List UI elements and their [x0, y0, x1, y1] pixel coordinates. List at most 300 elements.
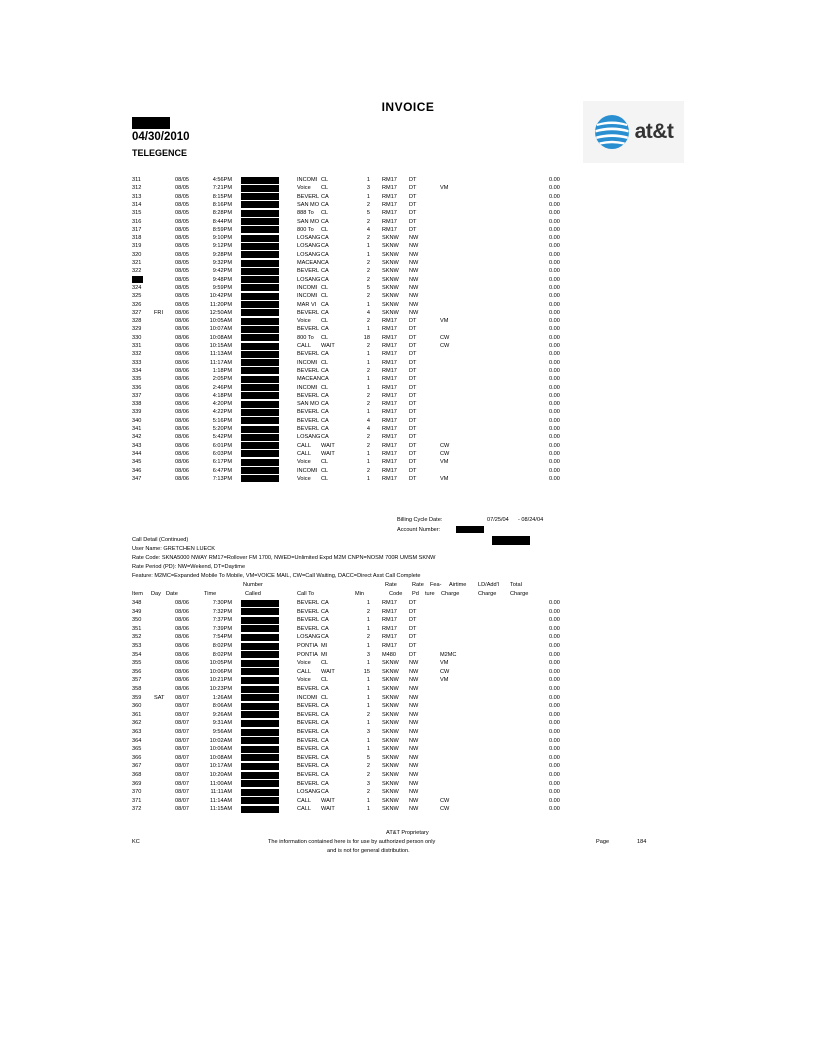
date-cell: 08/06	[175, 686, 189, 692]
item-cell: 341	[132, 426, 142, 432]
item-cell: 325	[132, 293, 142, 300]
state-cell: CL	[321, 284, 329, 291]
date-cell: 08/06	[175, 384, 189, 391]
redacted-number-called	[241, 235, 279, 242]
item-cell: 360	[132, 703, 142, 710]
time-cell: 2:05PM	[212, 376, 232, 383]
total-cell: 0.00	[549, 797, 560, 804]
date-cell: 08/06	[175, 475, 189, 482]
item-cell: 333	[132, 359, 142, 366]
state-cell: CA	[321, 326, 329, 333]
total-cell: 0.00	[549, 617, 560, 624]
table-row	[0, 737, 816, 745]
rate-code-cell: RM17	[382, 185, 397, 192]
total-cell: 0.00	[549, 409, 560, 416]
minutes-cell: 1	[366, 459, 370, 466]
state-cell: CL	[321, 359, 329, 366]
minutes-cell: 18	[363, 334, 370, 341]
total-cell: 0.00	[549, 177, 560, 183]
feature-cell: VM	[440, 318, 449, 325]
item-cell: 355	[132, 660, 142, 667]
rate-code-cell: RM17	[382, 359, 397, 366]
rate-code-cell: RM17	[382, 475, 397, 482]
table-row	[0, 317, 816, 325]
total-cell: 0.00	[549, 210, 560, 217]
call-to-cell: BEVERL	[297, 426, 320, 432]
redacted-number-called	[241, 789, 279, 796]
item-cell: 320	[132, 251, 142, 258]
date-cell: 08/06	[175, 334, 189, 341]
rate-code-cell: SKNW	[382, 260, 399, 266]
call-to-cell: LOSANG	[297, 634, 321, 641]
rate-period-cell: DT	[409, 218, 417, 225]
redacted-item	[132, 276, 143, 284]
date-cell: 08/06	[175, 376, 189, 383]
total-cell: 0.00	[549, 643, 560, 649]
total-cell: 0.00	[549, 459, 560, 466]
call-to-cell: BEVERL	[297, 193, 320, 200]
redacted-number-called	[241, 417, 279, 424]
total-cell: 0.00	[549, 450, 560, 457]
time-cell: 4:22PM	[212, 409, 232, 416]
total-cell: 0.00	[549, 772, 560, 778]
time-cell: 7:30PM	[212, 600, 232, 606]
rate-period-cell: DT	[409, 467, 417, 474]
minutes-cell: 2	[366, 401, 370, 408]
redacted-number-called	[241, 772, 279, 779]
call-to-cell: Voice	[297, 185, 311, 192]
minutes-cell: 2	[366, 772, 370, 778]
col-airtime-charge: Charge	[441, 591, 460, 597]
minutes-cell: 1	[366, 806, 370, 813]
redacted-number-called	[241, 737, 279, 744]
col-total-charge: Charge	[510, 591, 529, 597]
item-cell: 349	[132, 608, 142, 615]
rate-period-cell: DT	[409, 651, 417, 658]
total-cell: 0.00	[549, 193, 560, 200]
total-cell: 0.00	[549, 789, 560, 796]
time-cell: 11:20PM	[210, 301, 232, 308]
date-cell: 08/05	[175, 260, 189, 266]
redacted-number-called	[241, 780, 279, 787]
minutes-cell: 2	[366, 318, 370, 325]
table-row	[0, 642, 816, 650]
rate-period-cell: DT	[409, 376, 417, 383]
rate-code-cell: RM17	[382, 625, 397, 632]
rate-code-cell: RM17	[382, 608, 397, 615]
rate-period-cell: DT	[409, 442, 417, 449]
col-code: Code	[389, 591, 403, 597]
time-cell: 9:28PM	[212, 251, 232, 258]
minutes-cell: 3	[366, 651, 370, 658]
minutes-cell: 5	[366, 210, 370, 217]
minutes-cell: 1	[366, 617, 370, 624]
redacted-number-called	[241, 334, 279, 341]
call-to-cell: PONTIA	[297, 651, 318, 658]
table-row	[0, 659, 816, 667]
billing-cycle-label: Billing Cycle Date:	[397, 517, 443, 523]
time-cell: 11:13AM	[210, 351, 232, 358]
date-cell: 08/06	[175, 401, 189, 408]
time-cell: 10:15AM	[209, 343, 232, 349]
rate-period-cell: DT	[409, 193, 417, 200]
time-cell: 10:02AM	[209, 737, 232, 744]
redacted-number-called	[241, 608, 279, 615]
rate-period-cell: DT	[409, 417, 417, 424]
call-to-cell: MACEAN	[297, 376, 321, 383]
footer-page-label: Page	[596, 839, 610, 845]
feature-cell: CW	[440, 334, 450, 341]
redacted-number-called	[241, 450, 279, 457]
table-row	[0, 384, 816, 392]
redacted-number-called	[241, 617, 279, 624]
table-row	[0, 475, 816, 483]
minutes-cell: 3	[366, 780, 370, 787]
date-cell: 08/06	[175, 625, 189, 632]
rate-code-cell: SKNW	[382, 754, 399, 761]
time-cell: 8:02PM	[212, 643, 232, 649]
table-row	[0, 259, 816, 267]
redacted-number-called	[241, 426, 279, 433]
feature-cell: CW	[440, 343, 450, 349]
call-to-cell: BEVERL	[297, 754, 320, 761]
table-row	[0, 201, 816, 209]
call-to-cell: INCOMI	[297, 384, 318, 391]
state-cell: CA	[321, 243, 329, 250]
redacted-number-called	[241, 459, 279, 466]
date-cell: 08/05	[175, 301, 189, 308]
total-cell: 0.00	[549, 651, 560, 658]
item-cell: 356	[132, 668, 142, 675]
state-cell: CA	[321, 625, 329, 632]
state-cell: CL	[321, 226, 329, 233]
state-cell: CL	[321, 177, 329, 183]
call-to-cell: 800 To	[297, 334, 314, 341]
table-row	[0, 325, 816, 333]
redacted-number-called	[241, 651, 279, 658]
minutes-cell: 15	[363, 668, 370, 675]
item-cell: 344	[132, 450, 142, 457]
redacted-block	[492, 536, 530, 545]
item-cell: 312	[132, 185, 142, 192]
date-cell: 08/07	[175, 754, 189, 761]
date-cell: 08/05	[175, 276, 189, 283]
time-cell: 10:06PM	[209, 668, 232, 675]
time-cell: 4:20PM	[212, 401, 232, 408]
date-cell: 08/06	[175, 459, 189, 466]
minutes-cell: 1	[366, 177, 370, 183]
redacted-number-called	[241, 351, 279, 358]
item-cell: 359	[132, 694, 142, 701]
rate-code-cell: SKNW	[382, 660, 399, 667]
footer-page-number: 184	[637, 839, 647, 845]
rate-code-cell: SKNW	[382, 711, 399, 718]
time-cell: 9:56AM	[212, 729, 232, 735]
date-cell: 08/06	[175, 318, 189, 325]
date-cell: 08/07	[175, 772, 189, 778]
time-cell: 10:23PM	[209, 686, 232, 692]
time-cell: 7:21PM	[212, 185, 232, 192]
date-cell: 08/06	[175, 351, 189, 358]
rate-period-cell: NW	[409, 746, 419, 753]
call-to-cell: INCOMI	[297, 284, 318, 291]
time-cell: 10:05PM	[209, 660, 232, 667]
col-ld-charge: Charge	[478, 591, 497, 597]
item-cell: 324	[132, 284, 142, 291]
date-cell: 08/06	[175, 417, 189, 424]
item-cell: 314	[132, 201, 142, 208]
minutes-cell: 1	[366, 376, 370, 383]
rate-period-cell: NW	[409, 806, 419, 813]
table-row	[0, 668, 816, 676]
time-cell: 9:10PM	[212, 235, 232, 242]
feature-cell: M2MC	[440, 651, 457, 658]
redacted-account-number	[456, 526, 484, 533]
table-row	[0, 417, 816, 425]
rate-period-cell: DT	[409, 426, 417, 432]
call-to-cell: CALL	[297, 668, 311, 675]
state-cell: CA	[321, 426, 329, 432]
total-cell: 0.00	[549, 384, 560, 391]
col-total: Total	[510, 582, 522, 588]
table-row	[0, 218, 816, 226]
total-cell: 0.00	[549, 686, 560, 692]
time-cell: 11:15AM	[210, 806, 232, 813]
account-number-label: Account Number:	[397, 527, 441, 533]
total-cell: 0.00	[549, 600, 560, 606]
minutes-cell: 1	[366, 694, 370, 701]
col-day: Day	[151, 591, 161, 597]
rate-period-cell: NW	[409, 284, 419, 291]
item-cell: 339	[132, 409, 142, 416]
time-cell: 6:03PM	[212, 450, 232, 457]
total-cell: 0.00	[549, 754, 560, 761]
redacted-number-called	[241, 434, 279, 441]
item-cell: 367	[132, 763, 142, 770]
date-cell: 08/06	[175, 660, 189, 667]
item-cell: 332	[132, 351, 142, 358]
total-cell: 0.00	[549, 226, 560, 233]
redacted-number-called	[241, 218, 279, 225]
state-cell: CA	[321, 729, 329, 735]
table-row	[0, 267, 816, 275]
state-cell: CA	[321, 193, 329, 200]
rate-code-cell: RM17	[382, 442, 397, 449]
redacted-number-called	[241, 475, 279, 482]
table-row	[0, 226, 816, 234]
total-cell: 0.00	[549, 268, 560, 275]
footer-info-line-1: The information contained here is for use by authorized person only	[268, 839, 436, 845]
item-cell: 336	[132, 384, 142, 391]
minutes-cell: 4	[366, 417, 370, 424]
rate-code-cell: RM17	[382, 643, 397, 649]
rate-period-cell: DT	[409, 343, 417, 349]
globe-icon	[594, 114, 630, 150]
state-cell: MI	[321, 651, 328, 658]
redacted-number-called	[241, 318, 279, 325]
rate-code-cell: SKNW	[382, 284, 399, 291]
minutes-cell: 2	[366, 218, 370, 225]
redacted-number-called	[241, 201, 279, 208]
rate-period-cell: DT	[409, 608, 417, 615]
date-cell: 08/05	[175, 201, 189, 208]
rate-code-cell: SKNW	[382, 703, 399, 710]
item-cell: 326	[132, 301, 142, 308]
user-name-line: User Name: GRETCHEN LUECK	[132, 546, 215, 552]
rate-period-cell: NW	[409, 301, 419, 308]
total-cell: 0.00	[549, 343, 560, 349]
logo-wordmark: at&t	[634, 120, 674, 143]
call-to-cell: BEVERL	[297, 686, 320, 692]
item-cell: 358	[132, 686, 142, 692]
rate-code-legend: Rate Code: SKNA5000 NWAY RM17=Rollover FM 1700, NWED=Unlimited Expd M2M CNPN=NOSM 700R UMSM SKNW	[132, 555, 436, 561]
company-name: TELEGENCE	[132, 148, 188, 158]
total-cell: 0.00	[549, 351, 560, 358]
rate-code-cell: SKNW	[382, 309, 399, 316]
redacted-number-called	[241, 643, 279, 650]
call-to-cell: SAN MO	[297, 401, 320, 408]
time-cell: 8:15PM	[212, 193, 232, 200]
time-cell: 9:59PM	[212, 284, 232, 291]
rate-code-cell: RM17	[382, 343, 397, 349]
feature-cell: VM	[440, 677, 449, 684]
redacted-number-called	[241, 754, 279, 761]
table-row	[0, 433, 816, 441]
table-row	[0, 284, 816, 292]
date-cell: 08/06	[175, 392, 189, 399]
item-cell: 351	[132, 625, 142, 632]
call-to-cell: INCOMI	[297, 359, 318, 366]
time-cell: 8:16PM	[212, 201, 232, 208]
rate-period-cell: DT	[409, 177, 417, 183]
table-row	[0, 359, 816, 367]
rate-period-cell: DT	[409, 351, 417, 358]
redacted-number-called	[241, 226, 279, 233]
time-cell: 7:32PM	[212, 608, 232, 615]
table-row	[0, 467, 816, 475]
call-to-cell: PONTIA	[297, 643, 318, 649]
item-cell: 366	[132, 754, 142, 761]
feature-cell: CW	[440, 797, 450, 804]
total-cell: 0.00	[549, 608, 560, 615]
table-row	[0, 442, 816, 450]
table-row	[0, 745, 816, 753]
rate-code-cell: SKNW	[382, 720, 399, 727]
table-row	[0, 425, 816, 433]
table-row	[0, 608, 816, 616]
state-cell: CL	[321, 384, 329, 391]
redacted-number-called	[241, 376, 279, 383]
time-cell: 7:54PM	[212, 634, 232, 641]
state-cell: CA	[321, 376, 329, 383]
rate-period-cell: NW	[409, 686, 419, 692]
rate-code-cell: RM17	[382, 409, 397, 416]
call-to-cell: BEVERL	[297, 268, 320, 275]
total-cell: 0.00	[549, 218, 560, 225]
total-cell: 0.00	[549, 251, 560, 258]
minutes-cell: 1	[366, 625, 370, 632]
state-cell: CA	[321, 780, 329, 787]
table-row	[0, 625, 816, 633]
call-to-cell: INCOMI	[297, 177, 318, 183]
total-cell: 0.00	[549, 763, 560, 770]
call-to-cell: BEVERL	[297, 409, 320, 416]
date-cell: 08/05	[175, 284, 189, 291]
rate-code-cell: SKNW	[382, 235, 399, 242]
table-row	[0, 728, 816, 736]
state-cell: WAIT	[321, 797, 335, 804]
minutes-cell: 1	[366, 243, 370, 250]
state-cell: CA	[321, 276, 329, 283]
total-cell: 0.00	[549, 185, 560, 192]
state-cell: CA	[321, 218, 329, 225]
rate-code-cell: RM17	[382, 193, 397, 200]
rate-period-cell: NW	[409, 754, 419, 761]
item-cell: 338	[132, 401, 142, 408]
redacted-number-called	[241, 301, 279, 308]
redacted-number-called	[241, 720, 279, 727]
time-cell: 4:18PM	[212, 392, 232, 399]
col-date: Date	[166, 591, 178, 597]
total-cell: 0.00	[549, 243, 560, 250]
total-cell: 0.00	[549, 668, 560, 675]
table-row	[0, 309, 816, 317]
item-cell: 313	[132, 193, 142, 200]
time-cell: 6:47PM	[212, 467, 232, 474]
rate-code-cell: RM17	[382, 351, 397, 358]
redacted-number-called	[241, 409, 279, 416]
date-cell: 08/06	[175, 367, 189, 374]
item-cell: 319	[132, 243, 142, 250]
table-row	[0, 184, 816, 192]
item-cell: 334	[132, 367, 142, 374]
state-cell: CL	[321, 475, 329, 482]
rate-code-cell: SKNW	[382, 268, 399, 275]
redacted-number-called	[241, 367, 279, 374]
state-cell: CA	[321, 737, 329, 744]
time-cell: 11:14AM	[210, 797, 232, 804]
redacted-number-called	[241, 625, 279, 632]
col-item: Item	[132, 591, 143, 597]
rate-code-cell: RM17	[382, 434, 397, 441]
redacted-number-called	[241, 763, 279, 770]
rate-code-cell: RM17	[382, 177, 397, 183]
state-cell: CA	[321, 763, 329, 770]
redacted-number-called	[241, 600, 279, 607]
minutes-cell: 1	[366, 326, 370, 333]
time-cell: 12:50AM	[209, 309, 232, 316]
redacted-number-called	[241, 401, 279, 408]
minutes-cell: 1	[366, 359, 370, 366]
rate-code-cell: SKNW	[382, 746, 399, 753]
rate-code-cell: RM17	[382, 210, 397, 217]
call-to-cell: SAN MO	[297, 201, 320, 208]
call-to-cell: BEVERL	[297, 392, 320, 399]
state-cell: CA	[321, 260, 329, 266]
total-cell: 0.00	[549, 780, 560, 787]
minutes-cell: 1	[366, 720, 370, 727]
total-cell: 0.00	[549, 276, 560, 283]
state-cell: CL	[321, 185, 329, 192]
item-cell: 369	[132, 780, 142, 787]
rate-code-cell: SKNW	[382, 243, 399, 250]
state-cell: CA	[321, 608, 329, 615]
redacted-number-called	[241, 359, 279, 366]
time-cell: 8:59PM	[212, 226, 232, 233]
date-cell: 08/05	[175, 177, 189, 183]
minutes-cell: 1	[366, 600, 370, 606]
time-cell: 5:42PM	[212, 434, 232, 441]
